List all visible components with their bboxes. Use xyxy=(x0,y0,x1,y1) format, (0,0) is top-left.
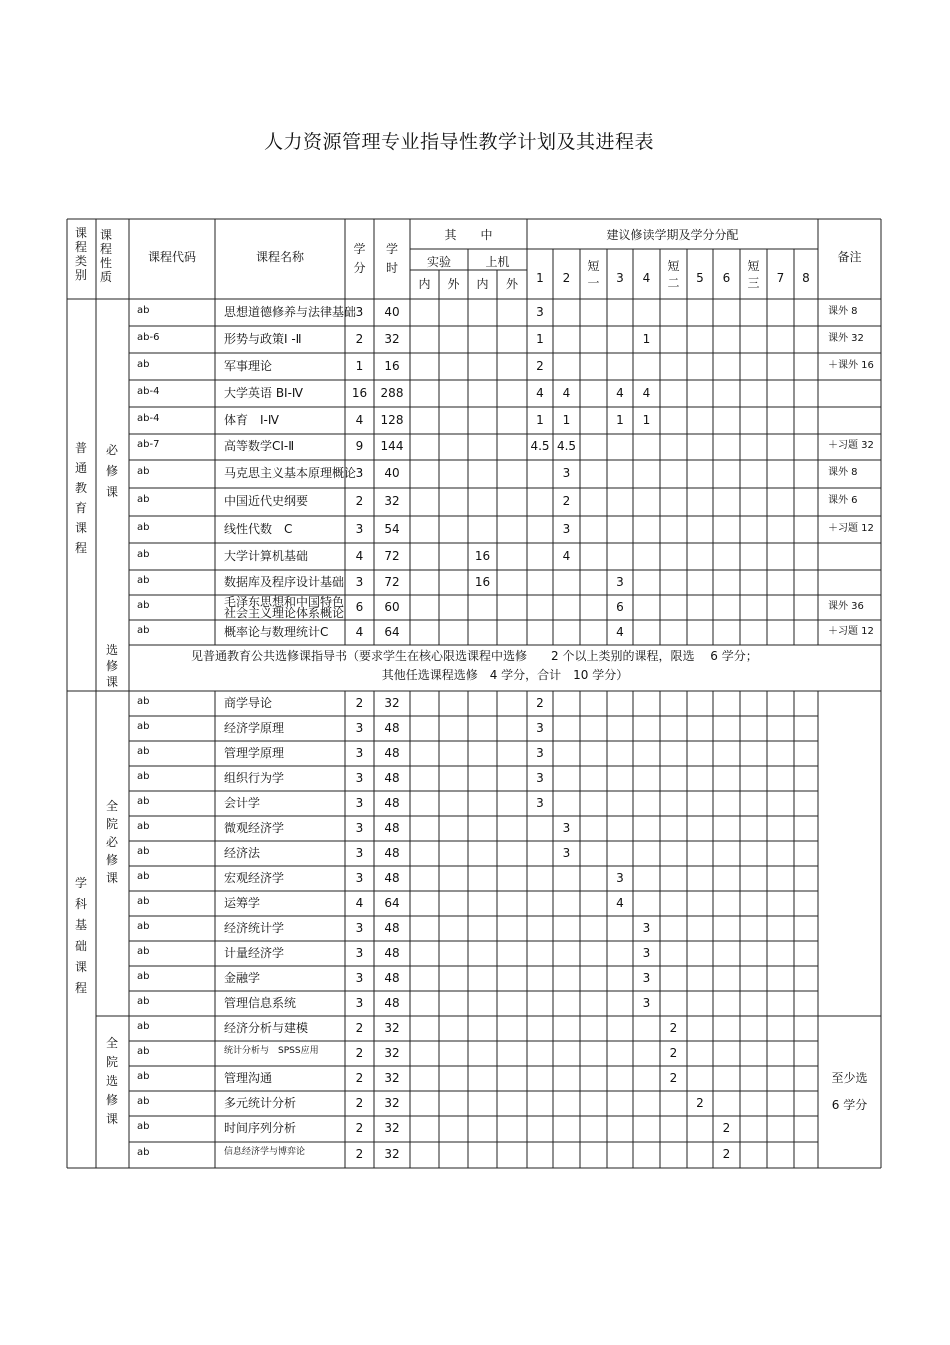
semester-credit: 1 xyxy=(562,412,571,427)
course-name: 金融学 xyxy=(224,970,261,985)
course-name: 大学计算机基础 xyxy=(224,548,309,563)
semester-credit: 3 xyxy=(536,304,544,319)
semester-credit: 6 xyxy=(616,599,624,614)
semester-credit: 2 xyxy=(696,1095,704,1110)
semester-credit: 3 xyxy=(536,720,544,735)
course-credit: 3 xyxy=(355,304,364,319)
course-name: 经济分析与建模 xyxy=(224,1020,309,1035)
course-credit: 3 xyxy=(355,845,364,860)
course-code: ab xyxy=(137,795,150,807)
course-remark: 课外 6 xyxy=(828,495,858,506)
semester-credit: 1 xyxy=(616,412,624,427)
semester-credit: 3 xyxy=(642,970,651,985)
header-inside: 内 xyxy=(476,277,489,291)
semester-credit: 4 xyxy=(562,548,571,563)
course-hours: 48 xyxy=(384,995,400,1010)
semester-credit: 4 xyxy=(642,385,651,400)
course-code: ab xyxy=(137,599,150,611)
section2-required: 全 院 必 修 课 xyxy=(105,799,118,885)
header-sem-6: 5 xyxy=(696,271,704,285)
course-hours: 32 xyxy=(384,1121,400,1135)
course-name: 经济法 xyxy=(224,845,261,860)
course-hours: 72 xyxy=(384,574,400,589)
course-credit: 2 xyxy=(355,1147,364,1161)
course-hours: 32 xyxy=(384,1147,400,1161)
elective-remark: 6 学分 xyxy=(831,1098,868,1112)
semester-credit: 2 xyxy=(536,695,544,710)
course-credit: 3 xyxy=(355,795,364,810)
course-credit: 3 xyxy=(355,574,364,589)
course-hours: 48 xyxy=(384,770,400,785)
course-name: 中国近代史纲要 xyxy=(224,494,309,508)
semester-credit: 4 xyxy=(536,385,544,400)
course-name: 管理信息系统 xyxy=(224,995,297,1010)
course-hours: 32 xyxy=(384,1070,400,1085)
course-hours: 48 xyxy=(384,795,400,810)
semester-credit: 3 xyxy=(562,820,571,835)
course-hours: 32 xyxy=(384,1095,400,1110)
course-credit: 3 xyxy=(355,920,364,935)
computer-inside-hours: 16 xyxy=(474,548,491,563)
course-name: 信息经济学与博弈论 xyxy=(224,1147,306,1157)
course-name: 运筹学 xyxy=(224,895,261,910)
course-name: 军事理论 xyxy=(224,358,273,373)
course-code: ab xyxy=(137,820,150,832)
course-credit: 3 xyxy=(355,945,364,960)
course-code: ab xyxy=(137,1147,150,1158)
course-code: ab xyxy=(137,574,150,586)
course-code: ab-4 xyxy=(137,412,160,424)
header-sem-7: 6 xyxy=(722,271,731,285)
course-remark: ＋课外 16 xyxy=(828,359,874,371)
course-credit: 4 xyxy=(355,412,364,427)
course-hours: 40 xyxy=(384,466,400,480)
course-name: 计量经济学 xyxy=(224,945,285,960)
course-credit: 2 xyxy=(355,494,364,508)
course-name: 大学英语 BⅠ-Ⅳ xyxy=(224,385,303,400)
course-remark: ＋习题 32 xyxy=(828,440,874,451)
course-hours: 48 xyxy=(384,920,400,935)
course-hours: 48 xyxy=(384,945,400,960)
course-hours: 48 xyxy=(384,720,400,735)
semester-credit: 2 xyxy=(669,1070,678,1085)
semester-credit: 4 xyxy=(616,385,624,400)
elective-note: 其他任选课程选修 4 学分，合计 10 学分） xyxy=(381,668,629,682)
course-code: ab xyxy=(137,845,150,857)
course-credit: 2 xyxy=(355,1070,364,1085)
header-outside: 外 xyxy=(447,277,460,291)
course-name: 组织行为学 xyxy=(224,770,285,785)
course-name: 多元统计分析 xyxy=(224,1095,297,1110)
course-name: 社会主义理论体系概论 xyxy=(224,606,345,620)
header-hours: 学 时 xyxy=(385,242,398,275)
course-credit: 2 xyxy=(355,1020,364,1035)
course-remark: 课外 36 xyxy=(828,600,864,612)
semester-credit: 4 xyxy=(616,624,624,639)
course-name: 形势与政策Ⅰ -Ⅱ xyxy=(224,331,302,346)
semester-credit: 4.5 xyxy=(530,439,550,453)
course-hours: 64 xyxy=(384,624,400,639)
course-hours: 32 xyxy=(384,695,400,710)
semester-credit: 1 xyxy=(536,331,544,346)
header-sem-1: 2 xyxy=(562,271,571,285)
course-name: 商学导论 xyxy=(224,695,273,710)
course-code: ab xyxy=(137,745,150,757)
course-code: ab xyxy=(137,1020,150,1032)
course-hours: 288 xyxy=(380,385,404,400)
course-hours: 32 xyxy=(384,331,400,346)
semester-credit: 3 xyxy=(642,920,651,935)
header-sem-9: 7 xyxy=(776,271,785,285)
page-title: 人力资源管理专业指导性教学计划及其进程表 xyxy=(263,131,654,153)
course-code: ab xyxy=(137,1045,150,1057)
course-remark: ＋习题 12 xyxy=(828,522,874,534)
semester-credit: 3 xyxy=(536,770,544,785)
semester-credit: 3 xyxy=(616,870,624,885)
course-remark: 课外 8 xyxy=(828,467,858,478)
course-remark: 课外 8 xyxy=(828,305,858,317)
course-name: 经济学原理 xyxy=(224,720,285,735)
section1-required: 必 修 课 xyxy=(105,443,118,499)
header-sem-5: 短 二 xyxy=(667,259,680,290)
semester-credit: 3 xyxy=(562,521,571,536)
section1-elective: 选 修 课 xyxy=(105,643,118,689)
course-credit: 2 xyxy=(355,1121,364,1135)
header-inside: 内 xyxy=(418,277,431,291)
course-credit: 16 xyxy=(351,385,368,400)
semester-credit: 1 xyxy=(642,331,651,346)
course-name: 毛泽东思想和中国特色 xyxy=(224,595,345,609)
course-credit: 3 xyxy=(355,720,364,735)
course-code: ab xyxy=(137,995,150,1007)
course-name: 管理沟通 xyxy=(224,1070,273,1085)
course-name: 马克思主义基本原理概论 xyxy=(224,466,357,480)
course-remark: ＋习题 12 xyxy=(828,625,874,637)
course-code: ab xyxy=(137,358,150,370)
course-code: ab xyxy=(137,870,150,882)
course-code: ab xyxy=(137,466,150,477)
course-name: 数据库及程序设计基础 xyxy=(224,574,345,589)
elective-remark: 至少选 xyxy=(831,1071,868,1085)
course-code: ab xyxy=(137,970,150,982)
course-credit: 3 xyxy=(355,745,364,760)
course-credit: 3 xyxy=(355,995,364,1010)
semester-credit: 3 xyxy=(536,795,544,810)
course-hours: 48 xyxy=(384,745,400,760)
course-code: ab-7 xyxy=(137,439,160,450)
semester-credit: 3 xyxy=(616,574,624,589)
course-hours: 64 xyxy=(384,895,400,910)
course-hours: 32 xyxy=(384,494,400,508)
course-name: 体育 Ⅰ-Ⅳ xyxy=(224,412,279,427)
course-hours: 48 xyxy=(384,970,400,985)
course-hours: 144 xyxy=(380,439,404,453)
course-code: ab-6 xyxy=(137,331,160,343)
course-hours: 48 xyxy=(384,845,400,860)
course-hours: 32 xyxy=(384,1045,400,1060)
course-hours: 40 xyxy=(384,304,400,319)
course-code: ab xyxy=(137,920,150,932)
semester-credit: 2 xyxy=(669,1020,678,1035)
section2-elective: 全 院 选 修 课 xyxy=(105,1036,118,1126)
course-credit: 9 xyxy=(355,439,364,453)
course-code: ab xyxy=(137,695,150,707)
semester-credit: 4 xyxy=(616,895,624,910)
semester-credit: 3 xyxy=(562,845,571,860)
course-hours: 48 xyxy=(384,820,400,835)
header-sem-8: 短 三 xyxy=(747,259,760,290)
course-credit: 2 xyxy=(355,1095,364,1110)
header-sem-0: 1 xyxy=(536,271,544,285)
semester-credit: 2 xyxy=(722,1121,731,1135)
section1-category: 普 通 教 育 课 程 xyxy=(74,441,87,555)
header-credit: 学 分 xyxy=(353,242,366,275)
course-credit: 4 xyxy=(355,624,364,639)
course-credit: 2 xyxy=(355,1045,364,1060)
course-name: 微观经济学 xyxy=(224,820,285,835)
course-hours: 32 xyxy=(384,1020,400,1035)
course-credit: 3 xyxy=(355,870,364,885)
course-code: ab xyxy=(137,548,150,560)
semester-credit: 3 xyxy=(642,995,651,1010)
course-name: 概率论与数理统计C xyxy=(224,624,329,639)
course-name: 统计分析与 SPSS应用 xyxy=(224,1045,319,1056)
course-name: 宏观经济学 xyxy=(224,870,285,885)
header-among: 其 中 xyxy=(444,228,493,242)
course-code: ab xyxy=(137,494,150,505)
header-code: 课程代码 xyxy=(147,250,197,264)
course-code: ab-4 xyxy=(137,385,160,397)
course-hours: 54 xyxy=(384,521,400,536)
semester-credit: 1 xyxy=(536,412,544,427)
course-credit: 3 xyxy=(355,770,364,785)
course-credit: 1 xyxy=(355,358,364,373)
header-remark: 备注 xyxy=(837,250,862,264)
computer-inside-hours: 16 xyxy=(474,574,491,589)
semester-credit: 1 xyxy=(642,412,651,427)
semester-credit: 3 xyxy=(536,745,544,760)
course-code: ab xyxy=(137,521,150,533)
course-credit: 2 xyxy=(355,695,364,710)
course-code: ab xyxy=(137,1121,150,1132)
semester-credit: 2 xyxy=(722,1147,731,1161)
course-code: ab xyxy=(137,1070,150,1082)
header-sem-10: 8 xyxy=(802,271,810,285)
course-name: 思想道德修养与法律基础 xyxy=(224,304,357,319)
elective-note: 见普通教育公共选修课指导书（要求学生在核心限选课程中选修 2 个以上类别的课程，限选 6 学分； xyxy=(191,649,758,663)
header-computer: 上机 xyxy=(485,255,510,269)
course-code: ab xyxy=(137,945,150,957)
semester-credit: 3 xyxy=(642,945,651,960)
semester-credit: 2 xyxy=(669,1045,678,1060)
semester-credit: 4.5 xyxy=(556,439,577,453)
course-hours: 16 xyxy=(384,358,400,373)
header-outside: 外 xyxy=(505,277,519,291)
course-hours: 128 xyxy=(380,412,404,427)
course-code: ab xyxy=(137,304,150,316)
course-name: 管理学原理 xyxy=(224,745,285,760)
course-name: 经济统计学 xyxy=(224,920,285,935)
course-name: 高等数学CⅠ-Ⅱ xyxy=(224,439,295,453)
course-code: ab xyxy=(137,624,150,636)
header-sem-4: 4 xyxy=(642,271,651,285)
header-sem-3: 3 xyxy=(616,271,624,285)
header-sem-2: 短 一 xyxy=(587,259,600,290)
course-credit: 3 xyxy=(355,820,364,835)
course-credit: 4 xyxy=(355,895,364,910)
course-credit: 4 xyxy=(355,548,364,563)
course-code: ab xyxy=(137,895,150,907)
header-experiment: 实验 xyxy=(426,255,452,269)
course-credit: 2 xyxy=(355,331,364,346)
semester-credit: 2 xyxy=(562,494,571,508)
course-hours: 72 xyxy=(384,548,400,563)
course-code: ab xyxy=(137,720,150,732)
section2-category: 学 科 基 础 课 程 xyxy=(74,876,87,995)
course-code: ab xyxy=(137,770,150,782)
semester-credit: 4 xyxy=(562,385,571,400)
course-credit: 3 xyxy=(355,466,364,480)
header-semester: 建议修读学期及学分分配 xyxy=(606,228,739,242)
course-remark: 课外 32 xyxy=(828,332,864,344)
course-credit: 3 xyxy=(355,970,364,985)
course-credit: 3 xyxy=(355,521,364,536)
course-hours: 60 xyxy=(384,599,400,614)
semester-credit: 3 xyxy=(562,466,571,480)
course-name: 线性代数 C xyxy=(224,521,293,536)
semester-credit: 2 xyxy=(536,358,544,373)
course-code: ab xyxy=(137,1095,150,1107)
course-name: 时间序列分析 xyxy=(224,1121,297,1135)
header-nature: 课 程 性 质 xyxy=(99,228,112,284)
header-category: 课 程 类 别 xyxy=(74,226,87,282)
header-name: 课程名称 xyxy=(255,250,305,264)
course-name: 会计学 xyxy=(224,795,261,810)
course-credit: 6 xyxy=(355,599,364,614)
course-hours: 48 xyxy=(384,870,400,885)
